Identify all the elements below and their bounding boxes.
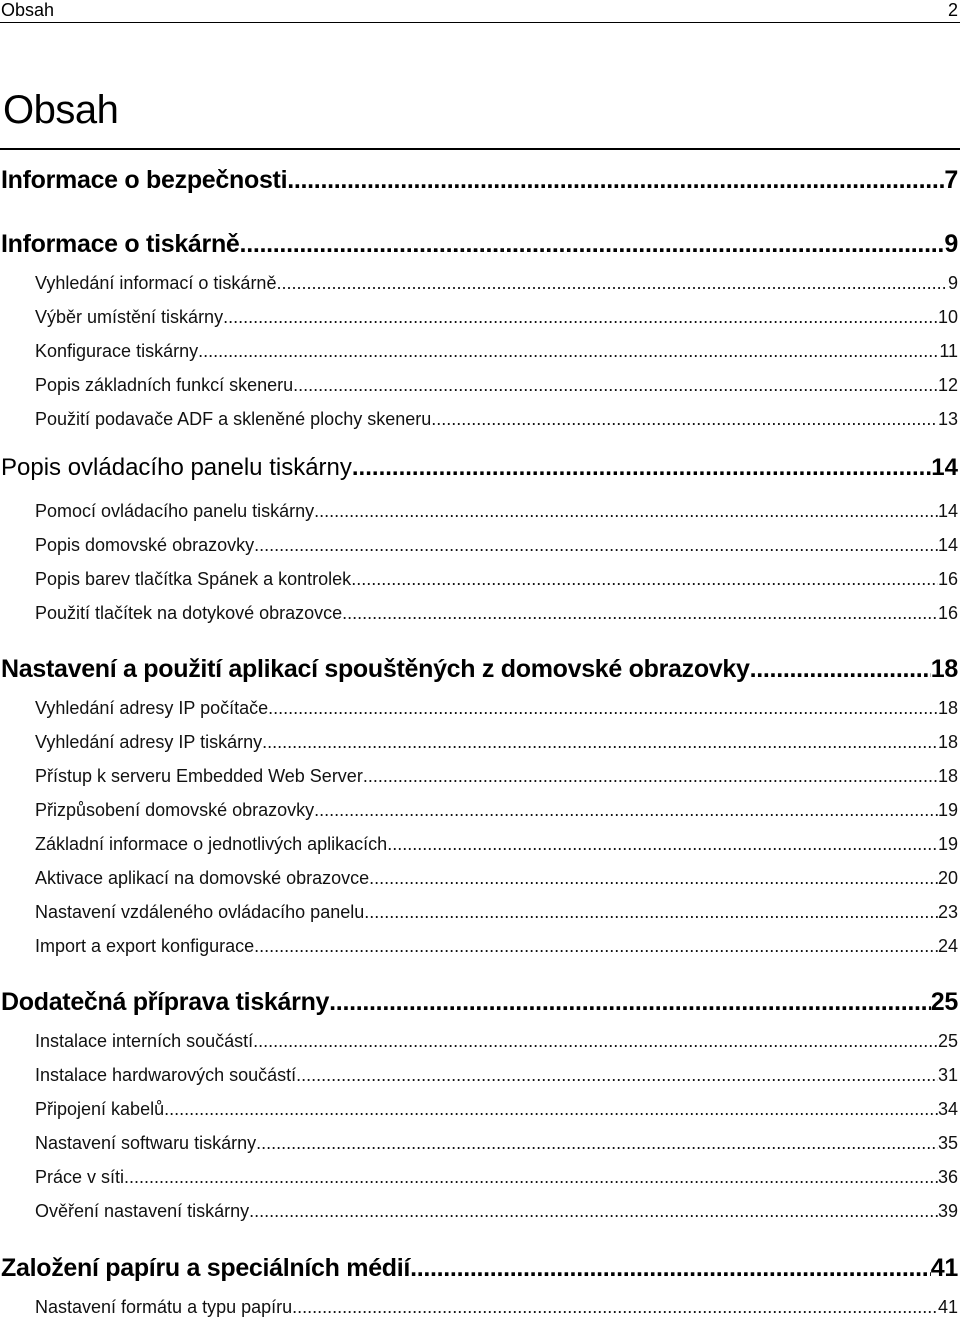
toc-dot-leader [124,1165,938,1189]
toc-dot-leader [292,1295,938,1319]
toc-dot-leader [342,601,938,625]
toc-entry-page: 18 [930,655,958,683]
toc-entry-page: 12 [937,375,958,395]
toc-entry-section[interactable] [0,601,960,625]
toc-entry-page: 18 [937,766,958,786]
toc-entry-page: 25 [930,988,958,1016]
toc-entry-label: Instalace interních součástí [35,1031,254,1051]
toc-entry-label: Výběr umístění tiskárny [35,307,224,327]
toc-dot-leader [296,1063,938,1087]
toc-entry-section[interactable] [0,764,960,788]
toc-entry-label: Vyhledání adresy IP tiskárny [35,732,263,752]
toc-entry-section[interactable] [0,1097,960,1121]
toc-dot-leader [223,305,938,329]
toc-entry-label: Použití tlačítek na dotykové obrazovce [35,603,343,623]
toc-dot-leader [750,653,931,685]
toc-entry-section[interactable] [0,305,960,329]
toc-entry-label: Dodatečná příprava tiskárny [1,988,330,1016]
toc-dot-leader [314,798,938,822]
toc-entry-page: 10 [937,307,958,327]
toc-entry-page: 19 [937,834,958,854]
toc-entry-section[interactable] [0,1165,960,1189]
toc-entry-section[interactable] [0,1063,960,1087]
toc-dot-leader [268,696,938,720]
toc-entry-label: Popis barev tlačítka Spánek a kontrolek [35,569,352,589]
toc-dot-leader [387,832,938,856]
toc-dot-leader [293,373,938,397]
toc-entry-page: 9 [947,273,958,293]
toc-dot-leader [254,934,938,958]
toc-entry-label: Vyhledání informací o tiskárně [35,273,277,293]
running-header [0,0,960,23]
toc-entry-chapter[interactable] [0,986,960,1018]
toc-entry-section[interactable] [0,1199,960,1223]
toc-entry-label: Instalace hardwarových součástí [35,1065,297,1085]
toc-entry-label: Pomocí ovládacího panelu tiskárny [35,501,315,521]
toc-entry-section[interactable] [0,407,960,431]
toc-entry-section[interactable] [0,832,960,856]
toc-dot-leader [352,452,931,484]
toc-entry-section[interactable] [0,533,960,557]
toc-entry-section[interactable] [0,1295,960,1319]
toc-entry-chapter[interactable] [0,164,960,196]
toc-entry-page: 14 [931,454,958,481]
toc-entry-section[interactable] [0,499,960,523]
toc-entry-section[interactable] [0,934,960,958]
header-section-name: Obsah [1,0,55,20]
toc-entry-section[interactable] [0,373,960,397]
toc-entry-page: 14 [937,535,958,555]
toc-entry-page: 36 [937,1167,958,1187]
toc-dot-leader [351,567,938,591]
toc-entry-label: Přizpůsobení domovské obrazovky [35,800,315,820]
toc-entry-page: 7 [944,166,958,194]
toc-entry-label: Aktivace aplikací na domovské obrazovce [35,868,370,888]
toc-dot-leader [253,1029,938,1053]
toc-entry-page: 34 [937,1099,958,1119]
toc-entry-section[interactable] [0,1029,960,1053]
toc-entry-label: Popis základních funkcí skeneru [35,375,294,395]
toc-dot-leader [254,533,938,557]
toc-entry-chapter[interactable] [0,653,960,685]
toc-entry-page: 41 [937,1297,958,1317]
toc-dot-leader [410,1252,931,1284]
toc-entry-section[interactable] [0,1131,960,1155]
toc-dot-leader [240,228,945,260]
toc-entry-page: 9 [944,230,958,258]
toc-entry-chapter[interactable] [0,452,960,484]
toc-dot-leader [287,164,944,196]
toc-entry-label: Informace o bezpečnosti [1,166,288,194]
toc-dot-leader [329,986,931,1018]
toc-dot-leader [198,339,939,363]
toc-entry-label: Import a export konfigurace [35,936,255,956]
toc-dot-leader [431,407,938,431]
toc-entry-page: 13 [937,409,958,429]
toc-entry-label: Založení papíru a speciálních médií [1,1254,411,1282]
toc-entry-page: 31 [937,1065,958,1085]
toc-entry-label: Nastavení a použití aplikací spouštěných z domovské obrazovky [1,655,750,683]
toc-entry-label: Vyhledání adresy IP počítače [35,698,269,718]
page-title: Obsah [3,88,119,132]
toc-entry-page: 16 [937,603,958,623]
toc-entry-label: Nastavení formátu a typu papíru [35,1297,293,1317]
toc-entry-page: 39 [937,1201,958,1221]
toc-entry-chapter[interactable] [0,228,960,260]
toc-dot-leader [369,866,938,890]
toc-entry-section[interactable] [0,730,960,754]
toc-entry-page: 24 [937,936,958,956]
toc-entry-page: 14 [937,501,958,521]
toc-dot-leader [262,730,938,754]
toc-entry-page: 41 [930,1254,958,1282]
toc-dot-leader [164,1097,938,1121]
toc-entry-chapter[interactable] [0,1252,960,1284]
toc-entry-page: 35 [937,1133,958,1153]
toc-entry-label: Konfigurace tiskárny [35,341,199,361]
toc-entry-section[interactable] [0,696,960,720]
toc-entry-section[interactable] [0,339,960,363]
toc-entry-label: Nastavení softwaru tiskárny [35,1133,257,1153]
toc-entry-page: 25 [937,1031,958,1051]
toc-entry-page: 19 [937,800,958,820]
toc-dot-leader [314,499,938,523]
toc-dot-leader [364,900,938,924]
toc-entry-label: Základní informace o jednotlivých aplikacích [35,834,388,854]
toc-entry-section[interactable] [0,798,960,822]
toc-entry-label: Popis domovské obrazovky [35,535,255,555]
toc-entry-label: Práce v síti [35,1167,125,1187]
toc-entry-page: 18 [937,698,958,718]
toc-dot-leader [256,1131,938,1155]
toc-entry-page: 23 [937,902,958,922]
toc-entry-page: 20 [937,868,958,888]
toc-entry-page: 16 [937,569,958,589]
toc-entry-section[interactable] [0,900,960,924]
toc-entry-label: Nastavení vzdáleného ovládacího panelu [35,902,365,922]
toc-entry-label: Přístup k serveru Embedded Web Server [35,766,363,786]
title-divider [0,148,960,150]
toc-entry-label: Ověření nastavení tiskárny [35,1201,250,1221]
toc-entry-label: Použití podavače ADF a skleněné plochy skeneru [35,409,432,429]
toc-dot-leader [363,764,938,788]
toc-entry-label: Informace o tiskárně [1,230,240,258]
toc-entry-page: 11 [939,341,958,361]
toc-entry-page: 18 [937,732,958,752]
toc-entry-section[interactable] [0,866,960,890]
toc-dot-leader [249,1199,938,1223]
toc-entry-label: Připojení kabelů [35,1099,165,1119]
toc-entry-section[interactable] [0,567,960,591]
header-page-number: 2 [947,0,958,20]
toc-entry-label: Popis ovládacího panelu tiskárny [1,454,352,481]
toc-dot-leader [276,271,948,295]
toc-entry-section[interactable] [0,271,960,295]
